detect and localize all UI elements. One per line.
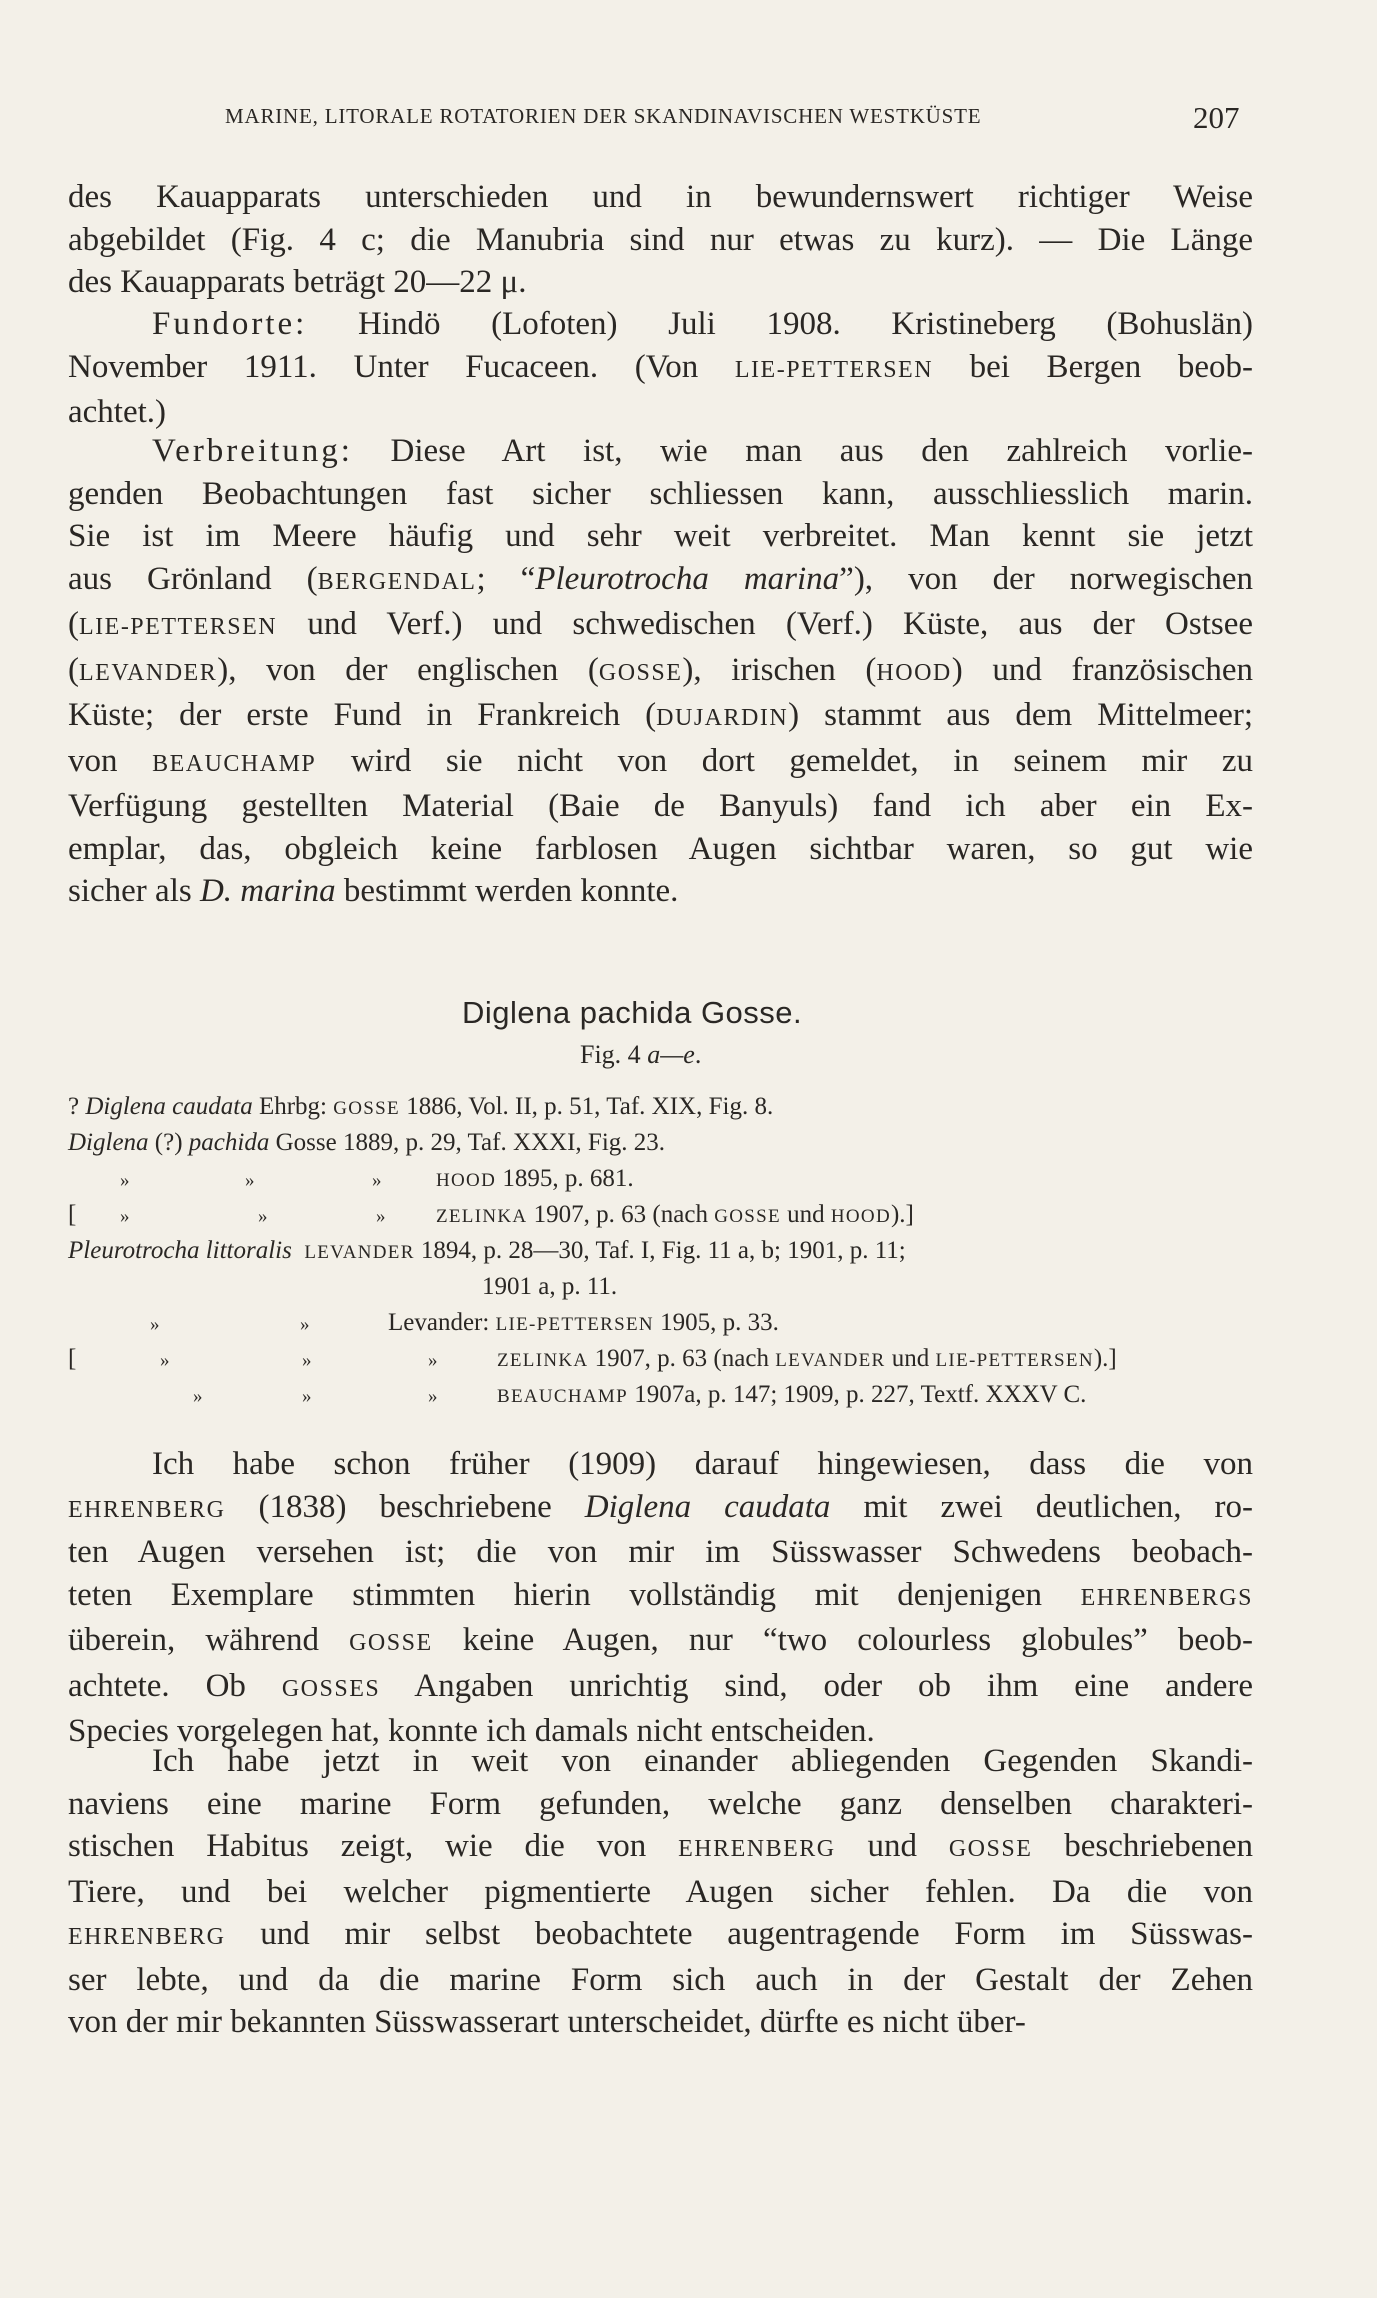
text-line: Species vorgelegen hat, konnte ich damals nicht entscheiden. bbox=[68, 1713, 875, 1749]
author-name: EHRENBERG bbox=[68, 1924, 226, 1950]
text-line: (LEVANDER), von der englischen (GOSSE), irischen (HOOD) und französischen bbox=[68, 651, 1253, 688]
text-line: (LIE-PETTERSEN und Verf.) und schwedischen (Verf.) Küste, aus der Ostsee bbox=[68, 606, 1253, 642]
text-line: abgebildet (Fig. 4 c; die Manubria sind nur etwas zu kurz). — Die Länge bbox=[68, 221, 1253, 258]
author-name: GOSSE bbox=[714, 1206, 781, 1227]
text-line: Verbreitung: Diese Art ist, wie man aus den zahlreich vorlie- bbox=[152, 433, 1253, 469]
synonym-entry: Pleurotrocha littoralis LEVANDER 1894, p. 28—30, Taf. I, Fig. 11 a, b; 1901, p. 11; bbox=[68, 1237, 906, 1264]
synonym-entry-continued: 1901 a, p. 11. bbox=[482, 1273, 618, 1300]
section-label: Fundorte: bbox=[152, 306, 308, 342]
author-name: EHRENBERG bbox=[678, 1836, 836, 1862]
synonym-entry: ZELINKA 1907, p. 63 (nach GOSSE und HOOD).] bbox=[436, 1201, 914, 1228]
running-title: MARINE, LITORALE ROTATORIEN DER SKANDINAVISCHEN WESTKÜSTE bbox=[225, 104, 982, 128]
bracket-mark: [ bbox=[68, 1201, 77, 1228]
text-line: Ich habe schon früher (1909) darauf hingewiesen, dass die von bbox=[152, 1446, 1253, 1482]
text-line: ten Augen versehen ist; die von mir im Süsswasser Schwedens beobach- bbox=[68, 1534, 1253, 1570]
running-header bbox=[0, 100, 1377, 140]
author-name: EHRENBERG bbox=[68, 1496, 226, 1523]
text-line: von der mir bekannten Süsswasserart unterscheidet, dürfte es nicht über- bbox=[68, 2004, 1026, 2040]
author-name: BERGENDAL bbox=[317, 568, 477, 595]
text-line: EHRENBERG und mir selbst beobachtete augentragende Form im Süsswas- bbox=[68, 1916, 1253, 1952]
author-name: LEVANDER bbox=[775, 1350, 886, 1371]
ditto-mark: » bbox=[302, 1350, 312, 1371]
text-line: Küste; der erste Fund in Frankreich (DUJARDIN) stammt aus dem Mittelmeer; bbox=[68, 697, 1253, 733]
page-number: 207 bbox=[1193, 100, 1240, 135]
author-name: HOOD bbox=[830, 1206, 891, 1227]
ditto-mark: » bbox=[245, 1170, 255, 1191]
bracket-mark: [ bbox=[68, 1345, 77, 1372]
author-name: ZELINKA bbox=[436, 1206, 528, 1227]
author-name: GOSSE bbox=[948, 1836, 1033, 1862]
text-line: Ich habe jetzt in weit von einander abliegenden Gegenden Skandi- bbox=[152, 1743, 1253, 1779]
ditto-mark: » bbox=[193, 1386, 203, 1407]
synonym-entry: Diglena (?) pachida Gosse 1889, p. 29, Taf. XXXI, Fig. 23. bbox=[68, 1129, 666, 1156]
ditto-mark: » bbox=[160, 1350, 170, 1371]
section-label: Verbreitung: bbox=[152, 433, 353, 469]
ditto-mark: » bbox=[372, 1170, 382, 1191]
ditto-mark: » bbox=[302, 1386, 312, 1407]
paragraph-ehrenberg bbox=[68, 1443, 1253, 1753]
synonym-entry: ZELINKA 1907, p. 63 (nach LEVANDER und LIE-PETTERSEN).] bbox=[497, 1345, 1117, 1372]
text-line: des Kauapparats beträgt 20—22 μ. bbox=[68, 264, 527, 300]
text-line: ser lebte, und da die marine Form sich auch in der Gestalt der Zehen bbox=[68, 1961, 1253, 1998]
species-heading: Diglena pachida Gosse. bbox=[462, 995, 803, 1030]
synonym-entry: Levander: LIE-PETTERSEN 1905, p. 33. bbox=[388, 1309, 779, 1336]
author-name: LEVANDER bbox=[79, 659, 218, 686]
species-name: D. marina bbox=[199, 873, 336, 909]
species-name: Diglena caudata bbox=[584, 1488, 831, 1525]
text-line: genden Beobachtungen fast sicher schliessen kann, ausschliesslich marin. bbox=[68, 475, 1253, 512]
author-name: ZELINKA bbox=[497, 1350, 589, 1371]
species-name: Pleurotrocha marina bbox=[535, 560, 840, 597]
ditto-mark: » bbox=[120, 1170, 130, 1191]
synonym-entry: ? Diglena caudata Ehrbg: GOSSE 1886, Vol. II, p. 51, Taf. XIX, Fig. 8. bbox=[68, 1093, 774, 1120]
text-line: achtete. Ob GOSSES Angaben unrichtig sind, oder ob ihm eine andere bbox=[68, 1667, 1254, 1704]
ditto-mark: » bbox=[376, 1206, 386, 1227]
text-line: von BEAUCHAMP wird sie nicht von dort gemeldet, in seinem mir zu bbox=[68, 742, 1253, 779]
author-name: LIE-PETTERSEN bbox=[935, 1350, 1094, 1371]
author-name: LIE-PETTERSEN bbox=[79, 614, 278, 640]
text-line: Sie ist im Meere häufig und sehr weit verbreitet. Man kennt sie jetzt bbox=[68, 518, 1253, 554]
text-line: Verfügung gestellten Material (Baie de Banyuls) fand ich aber ein Ex- bbox=[68, 788, 1253, 824]
ditto-mark: » bbox=[428, 1350, 438, 1371]
text-line: emplar, das, obgleich keine farblosen Augen sichtbar waren, so gut wie bbox=[68, 830, 1253, 867]
ditto-mark: » bbox=[300, 1314, 310, 1335]
author-name: GOSSES bbox=[281, 1675, 381, 1702]
author-name: LEVANDER bbox=[304, 1242, 415, 1263]
author-name: DUJARDIN bbox=[656, 705, 789, 731]
synonym-entry: HOOD 1895, p. 681. bbox=[436, 1165, 634, 1192]
author-name: BEAUCHAMP bbox=[497, 1386, 628, 1407]
paragraph-marine-form bbox=[68, 1740, 1253, 2044]
author-name: HOOD bbox=[876, 659, 952, 686]
text-line: naviens eine marine Form gefunden, welche ganz denselben charakteri- bbox=[68, 1785, 1253, 1822]
text-line: teten Exemplare stimmten hierin vollständig mit denjenigen EHRENBERGS bbox=[68, 1576, 1253, 1613]
text-line: EHRENBERG (1838) beschriebene Diglena caudata mit zwei deutlichen, ro- bbox=[68, 1488, 1253, 1525]
figure-reference: Fig. 4 a—e. bbox=[580, 1040, 702, 1069]
author-name: EHRENBERGS bbox=[1080, 1584, 1253, 1611]
ditto-mark: » bbox=[428, 1386, 438, 1407]
text-line: überein, während GOSSE keine Augen, nur “two colourless globules” beob- bbox=[68, 1622, 1253, 1658]
text-line: Tiere, und bei welcher pigmentierte Augen sicher fehlen. Da die von bbox=[68, 1873, 1253, 1910]
paragraph-kauapparat bbox=[68, 176, 1253, 304]
text-line: stischen Habitus zeigt, wie die von EHRENBERG und GOSSE beschriebenen bbox=[68, 1828, 1253, 1864]
author-name: LIE-PETTERSEN bbox=[734, 356, 934, 383]
text-line: des Kauapparats unterschieden und in bewundernswert richtiger Weise bbox=[68, 179, 1253, 215]
author-name: HOOD bbox=[436, 1170, 497, 1191]
ditto-mark: » bbox=[150, 1314, 160, 1335]
text-line: Fundorte: Hindö (Lofoten) Juli 1908. Kristineberg (Bohuslän) bbox=[152, 306, 1253, 342]
author-name: GOSSE bbox=[349, 1630, 433, 1656]
text-line: aus Grönland (BERGENDAL; “Pleurotrocha marina”), von der norwegischen bbox=[68, 560, 1253, 597]
paragraph-verbreitung bbox=[68, 430, 1253, 913]
author-name: LIE-PETTERSEN bbox=[495, 1314, 654, 1335]
text-line: sicher als D. marina bestimmt werden konnte. bbox=[68, 873, 679, 909]
text-line: achtet.) bbox=[68, 394, 167, 430]
text-line: November 1911. Unter Fucaceen. (Von LIE-PETTERSEN bei Bergen beob- bbox=[68, 348, 1253, 385]
author-name: GOSSE bbox=[333, 1098, 400, 1119]
synonym-entry: BEAUCHAMP 1907a, p. 147; 1909, p. 227, Textf. XXXV C. bbox=[497, 1381, 1087, 1408]
ditto-mark: » bbox=[120, 1206, 130, 1227]
author-name: GOSSE bbox=[598, 659, 683, 686]
paragraph-fundorte bbox=[68, 303, 1253, 434]
author-name: BEAUCHAMP bbox=[152, 750, 317, 777]
ditto-mark: » bbox=[258, 1206, 268, 1227]
